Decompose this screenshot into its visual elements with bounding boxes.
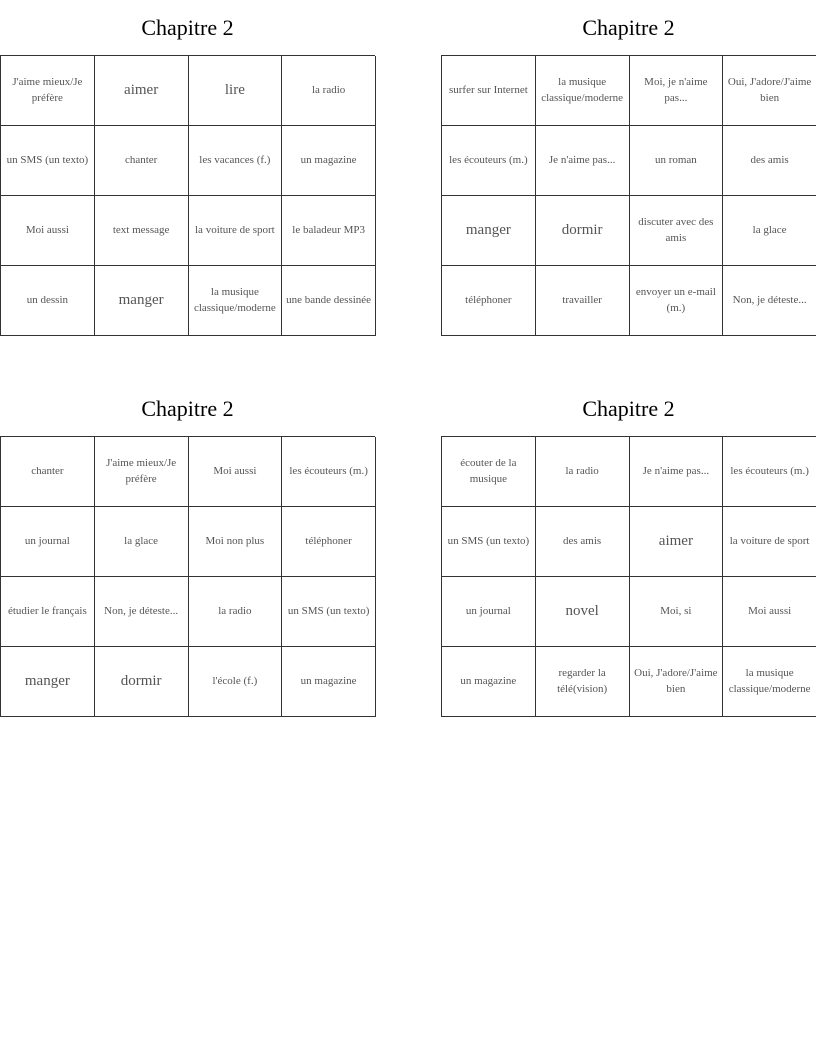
bingo-cell: la musique classique/moderne	[723, 647, 816, 717]
bingo-cell: un roman	[630, 126, 724, 196]
bingo-card-2	[441, 0, 816, 336]
bingo-grid	[441, 55, 816, 336]
bingo-cell: Moi, si	[630, 577, 724, 647]
bingo-cell: la radio	[189, 577, 283, 647]
bingo-cell: la radio	[536, 437, 630, 507]
bingo-cell: regarder la télé(vision)	[536, 647, 630, 717]
bingo-cell: écouter de la musique	[442, 437, 536, 507]
bingo-cell: chanter	[95, 126, 189, 196]
bingo-cell: Non, je déteste...	[95, 577, 189, 647]
bingo-cell: J'aime mieux/Je préfère	[1, 56, 95, 126]
bingo-cell: manger	[442, 196, 536, 266]
bingo-cell: J'aime mieux/Je préfère	[95, 437, 189, 507]
bingo-cell: un magazine	[282, 126, 376, 196]
bingo-cell: la glace	[723, 196, 816, 266]
bingo-cell: la voiture de sport	[723, 507, 816, 577]
card-title: Chapitre 2	[141, 15, 234, 40]
bingo-cell: étudier le français	[1, 577, 95, 647]
bingo-cell: un dessin	[1, 266, 95, 336]
bingo-cell: dormir	[536, 196, 630, 266]
bingo-grid	[441, 436, 816, 717]
bingo-cell: discuter avec des amis	[630, 196, 724, 266]
bingo-cell: Je n'aime pas...	[536, 126, 630, 196]
bingo-cell: text message	[95, 196, 189, 266]
bingo-cell: un SMS (un texto)	[282, 577, 376, 647]
bingo-cell: les écouteurs (m.)	[723, 437, 816, 507]
bingo-cell: dormir	[95, 647, 189, 717]
bingo-cell: Oui, J'adore/J'aime bien	[723, 56, 816, 126]
bingo-cell: chanter	[1, 437, 95, 507]
bingo-cell: la radio	[282, 56, 376, 126]
bingo-cell: Moi aussi	[723, 577, 816, 647]
bingo-cell: Non, je déteste...	[723, 266, 816, 336]
bingo-cell: Oui, J'adore/J'aime bien	[630, 647, 724, 717]
bingo-cell: la glace	[95, 507, 189, 577]
bingo-card-4	[441, 381, 816, 717]
bingo-cell: surfer sur Internet	[442, 56, 536, 126]
bingo-cell: un SMS (un texto)	[1, 126, 95, 196]
bingo-cell: Moi non plus	[189, 507, 283, 577]
bingo-cell: novel	[536, 577, 630, 647]
bingo-cell: un journal	[1, 507, 95, 577]
bingo-cell: Moi aussi	[1, 196, 95, 266]
card-title: Chapitre 2	[141, 396, 234, 421]
bingo-cell: téléphoner	[282, 507, 376, 577]
bingo-cell: la voiture de sport	[189, 196, 283, 266]
bingo-cell: aimer	[95, 56, 189, 126]
card-title: Chapitre 2	[582, 396, 675, 421]
bingo-cell: les vacances (f.)	[189, 126, 283, 196]
bingo-cell: les écouteurs (m.)	[282, 437, 376, 507]
bingo-cell: manger	[95, 266, 189, 336]
bingo-cell: téléphoner	[442, 266, 536, 336]
bingo-card-1	[0, 0, 375, 336]
bingo-cell: un journal	[442, 577, 536, 647]
bingo-grid	[0, 436, 375, 717]
bingo-cell: aimer	[630, 507, 724, 577]
bingo-cell: une bande dessinée	[282, 266, 376, 336]
bingo-cell: l'école (f.)	[189, 647, 283, 717]
bingo-cell: Moi, je n'aime pas...	[630, 56, 724, 126]
bingo-cell: un SMS (un texto)	[442, 507, 536, 577]
bingo-card-3	[0, 381, 375, 717]
bingo-cell: un magazine	[442, 647, 536, 717]
bingo-cell: envoyer un e-mail (m.)	[630, 266, 724, 336]
bingo-cell: Moi aussi	[189, 437, 283, 507]
bingo-cell: un magazine	[282, 647, 376, 717]
bingo-cell: la musique classique/moderne	[536, 56, 630, 126]
card-title: Chapitre 2	[582, 15, 675, 40]
bingo-cell: manger	[1, 647, 95, 717]
bingo-grid	[0, 55, 375, 336]
bingo-cell: des amis	[723, 126, 816, 196]
bingo-cell: le baladeur MP3	[282, 196, 376, 266]
bingo-cell: des amis	[536, 507, 630, 577]
bingo-cell: travailler	[536, 266, 630, 336]
bingo-cell: les écouteurs (m.)	[442, 126, 536, 196]
bingo-cell: la musique classique/moderne	[189, 266, 283, 336]
bingo-cell: lire	[189, 56, 283, 126]
bingo-cell: Je n'aime pas...	[630, 437, 724, 507]
